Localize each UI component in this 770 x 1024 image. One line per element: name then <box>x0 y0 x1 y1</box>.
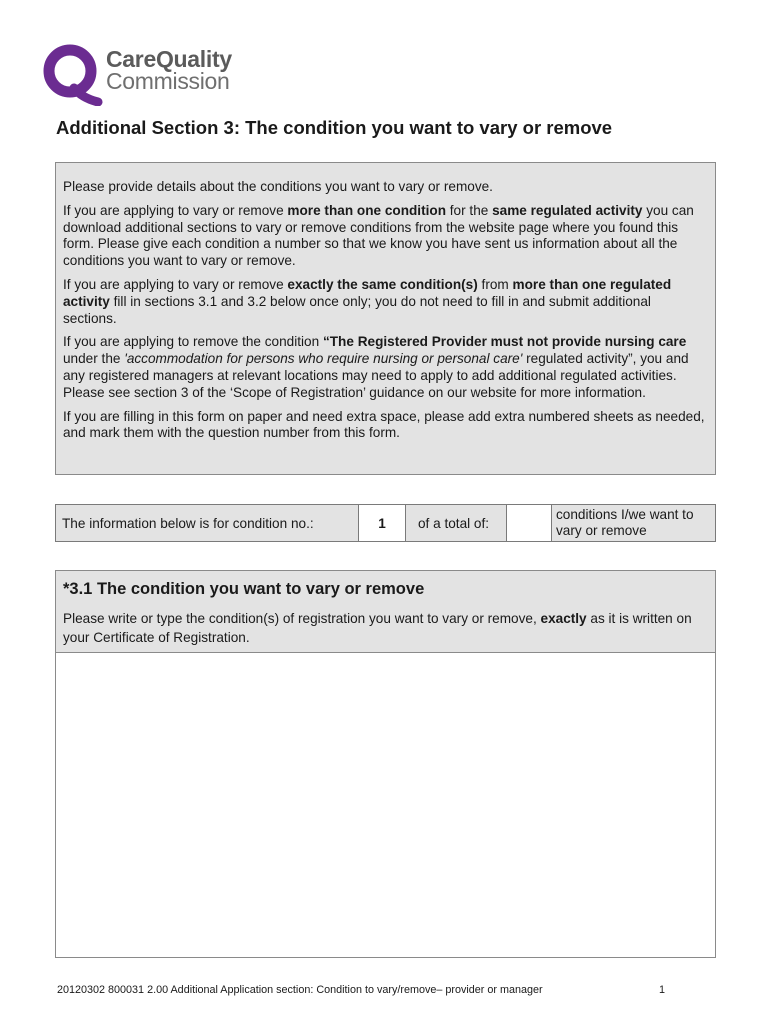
instruction-paragraph: If you are applying to vary or remove more than one condition for the same regulated activity you can download additional sections to vary or remove conditions from the website page where you found this form. Please give each condition a number so that we know you have sent us information about all the conditions you want to vary or remove. <box>63 202 694 269</box>
section-title: *3.1 The condition you want to vary or remove <box>63 580 425 598</box>
instructions-box <box>55 162 716 475</box>
cqc-q-logo-icon <box>40 40 104 106</box>
instruction-paragraph: If you are filling in this form on paper and need extra space, please add extra numbered sheets as needed, and mark them with the question number from this form. <box>63 408 705 441</box>
condition-total-label: of a total of: <box>406 505 507 541</box>
page-number: 1 <box>659 984 666 996</box>
condition-number-row <box>55 504 716 542</box>
instruction-paragraph: Please provide details about the conditions you want to vary or remove. <box>63 179 493 194</box>
condition-number-field[interactable]: 1 <box>359 505 406 541</box>
logo-line-1: CareQuality <box>106 46 232 72</box>
section-header <box>56 571 715 653</box>
page-title: Additional Section 3: The condition you want to vary or remove <box>56 117 613 138</box>
section-description: Please write or type the condition(s) of registration you want to vary or remove, exactly as it is written on your Certificate of Registration. <box>63 611 692 645</box>
instruction-paragraph: If you are applying to vary or remove exactly the same condition(s) from more than one regulated activity fill in sections 3.1 and 3.2 below once only; you do not need to fill in and submit additional sections. <box>63 276 672 326</box>
condition-number-label: The information below is for condition no.: <box>56 505 359 541</box>
instruction-paragraph: If you are applying to remove the condition “The Registered Provider must not provide nursing care under the 'accommodation for persons who require nursing or personal care' regulated activity”, you and any registered managers at relevant locations may need to apply to add additional regulated activities. Please see section 3 of the ‘Scope of Registration’ guidance on our website for more information. <box>63 334 689 400</box>
section-3-1 <box>55 570 716 958</box>
condition-total-field[interactable] <box>507 505 552 541</box>
footer-reference: 20120302 800031 2.00 Additional Application section: Condition to vary/remove– provider or manager <box>57 984 543 996</box>
logo-wordmark <box>106 48 232 92</box>
cqc-logo <box>40 40 260 106</box>
condition-suffix-label: conditions I/we want to vary or remove <box>552 505 715 541</box>
logo-line-2: Commission <box>106 68 230 94</box>
condition-answer-input[interactable] <box>56 653 715 957</box>
